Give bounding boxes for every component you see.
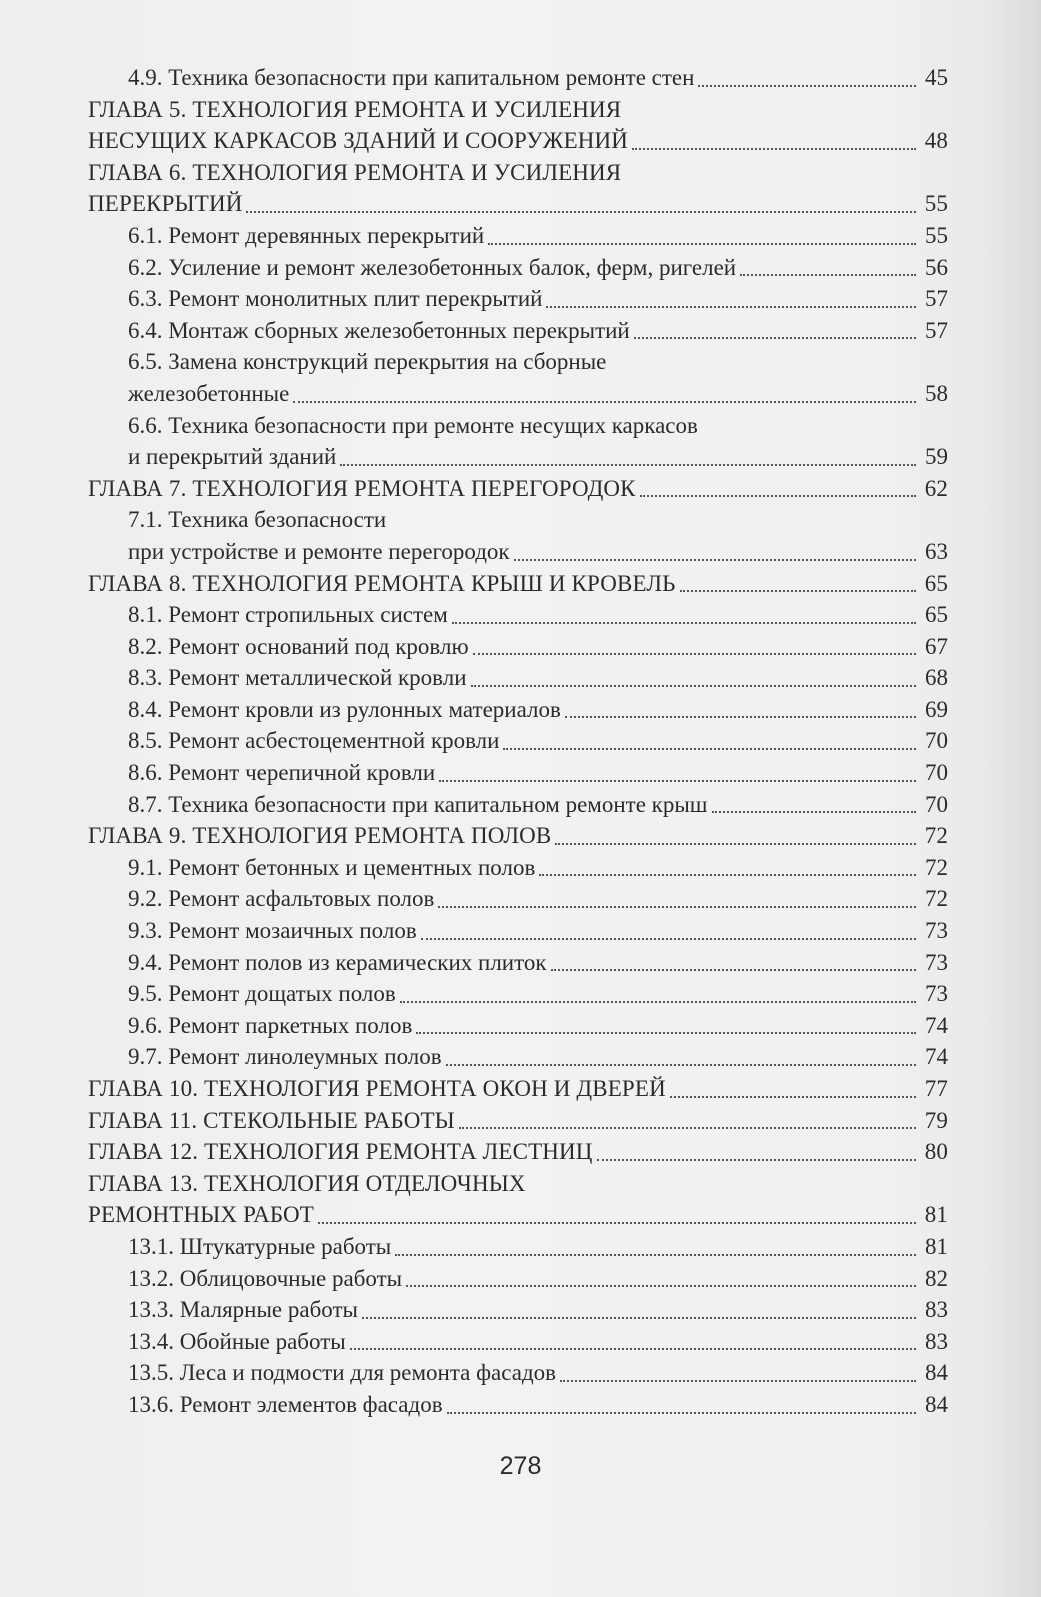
toc-section <box>88 978 948 1010</box>
page-number: 278 <box>499 1452 542 1480</box>
toc-chapter <box>88 1105 948 1137</box>
toc-section <box>88 725 948 757</box>
dot-leader <box>514 558 916 561</box>
toc-chapter <box>88 1073 948 1105</box>
dot-leader <box>670 1095 916 1098</box>
toc-entry-page: 77 <box>924 1076 948 1101</box>
toc-entry-page: 59 <box>925 444 948 470</box>
dot-leader <box>680 589 916 592</box>
toc-section <box>88 694 948 726</box>
dot-leader <box>555 842 916 845</box>
dot-leader <box>740 273 916 276</box>
toc-entry-title: 6.1. Ремонт деревянных перекрытий <box>128 222 485 248</box>
toc-section <box>88 410 948 442</box>
toc-entry-title: ГЛАВА 7. ТЕХНОЛОГИЯ РЕМОНТА ПЕРЕГОРОДОК <box>88 475 636 501</box>
dot-leader <box>471 684 916 687</box>
dot-leader <box>565 715 916 718</box>
toc-entry-page: 62 <box>924 475 948 501</box>
toc-entry-page: 72 <box>924 823 948 849</box>
toc-entry-page: 57 <box>925 317 948 343</box>
toc-entry-title: ГЛАВА 9. ТЕХНОЛОГИЯ РЕМОНТА ПОЛОВ <box>88 823 552 849</box>
dot-leader <box>439 779 916 782</box>
toc-entry-title: 4.9. Техника безопасности при капитальном ремонте стен <box>128 65 695 90</box>
toc-section <box>88 1263 948 1295</box>
toc-entry-title: железобетонные <box>128 380 290 406</box>
dot-leader <box>452 621 916 624</box>
toc-entry-page: 55 <box>925 222 948 248</box>
dot-leader <box>438 905 916 908</box>
toc-section <box>88 62 948 94</box>
toc-entry-title: 9.6. Ремонт паркетных полов <box>128 1012 413 1038</box>
toc-entry-page: 55 <box>924 191 948 217</box>
toc-entry-page: 84 <box>925 1360 948 1386</box>
toc-entry-page: 63 <box>925 538 948 564</box>
toc-entry-page: 65 <box>925 602 948 628</box>
toc-section <box>88 1294 948 1326</box>
toc-section <box>88 1041 948 1073</box>
toc-chapter <box>88 568 948 600</box>
toc-section-continuation <box>88 441 948 473</box>
toc-section-continuation <box>88 536 948 568</box>
toc-entry-title: 13.6. Ремонт элементов фасадов <box>128 1391 443 1417</box>
dot-leader <box>459 1126 916 1129</box>
toc-entry-title: 8.1. Ремонт стропильных систем <box>128 602 448 628</box>
dot-leader <box>293 400 916 403</box>
toc-entry-title: 8.5. Ремонт асбестоцементной кровли <box>128 728 500 754</box>
toc-entry-page: 72 <box>925 886 948 912</box>
toc-entry-title: 6.5. Замена конструкций перекрытия на сборные <box>128 349 607 375</box>
toc-entry-title: 9.1. Ремонт бетонных и цементных полов <box>128 854 536 880</box>
toc-entry-page: 81 <box>925 1233 948 1259</box>
dot-leader <box>488 242 916 245</box>
toc-chapter-continuation <box>88 1199 948 1231</box>
toc-entry-page: 70 <box>925 791 948 817</box>
toc-section-continuation <box>88 378 948 410</box>
toc-entry-page: 80 <box>924 1139 948 1165</box>
toc-entry-title: ГЛАВА 8. ТЕХНОЛОГИЯ РЕМОНТА КРЫШ И КРОВЕЛЬ <box>88 570 676 596</box>
dot-leader <box>318 1221 916 1224</box>
toc-entry-page: 56 <box>925 254 948 280</box>
toc-entry-title: ГЛАВА 6. ТЕХНОЛОГИЯ РЕМОНТА И УСИЛЕНИЯ <box>88 159 622 185</box>
dot-leader <box>421 937 916 940</box>
toc-entry-page: 72 <box>925 854 948 880</box>
toc-entry-page: 82 <box>925 1265 948 1291</box>
toc-entry-title: ГЛАВА 12. ТЕХНОЛОГИЯ РЕМОНТА ЛЕСТНИЦ <box>88 1139 593 1165</box>
dot-leader <box>712 810 916 813</box>
dot-leader <box>416 1031 916 1034</box>
toc-entry-page: 45 <box>925 65 948 90</box>
toc-entry-title: 13.3. Малярные работы <box>128 1297 358 1323</box>
toc-section <box>88 220 948 252</box>
toc-entry-title: 13.4. Обойные работы <box>128 1328 346 1354</box>
toc-entry-page: 68 <box>925 665 948 691</box>
toc-entry-page: 48 <box>924 128 948 154</box>
toc-entry-title: 8.3. Ремонт металлической кровли <box>128 665 467 691</box>
dot-leader <box>546 305 916 308</box>
toc-entry-page: 79 <box>924 1107 948 1133</box>
toc-entry-page: 70 <box>925 728 948 754</box>
dot-leader <box>446 1063 916 1066</box>
toc-section <box>88 283 948 315</box>
toc-entry-page: 67 <box>925 633 948 659</box>
toc-section <box>88 315 948 347</box>
toc-chapter <box>88 820 948 852</box>
toc-entry-title: 9.4. Ремонт полов из керамических плиток <box>128 949 547 975</box>
toc-entry-title: 13.5. Леса и подмости для ремонта фасадов <box>128 1360 557 1386</box>
toc-entry-title: 8.2. Ремонт оснований под кровлю <box>128 633 469 659</box>
toc-section <box>88 1326 948 1358</box>
toc-entry-page: 81 <box>924 1202 948 1228</box>
toc-chapter <box>88 1168 948 1200</box>
table-of-contents <box>88 62 948 1421</box>
dot-leader <box>362 1316 916 1319</box>
toc-entry-title: ГЛАВА 11. СТЕКОЛЬНЫЕ РАБОТЫ <box>88 1107 455 1133</box>
toc-entry-title: ГЛАВА 13. ТЕХНОЛОГИЯ ОТДЕЛОЧНЫХ <box>88 1170 526 1196</box>
toc-entry-page: 73 <box>925 918 948 944</box>
toc-section <box>88 757 948 789</box>
dot-leader <box>406 1284 916 1287</box>
toc-entry-title: 6.3. Ремонт монолитных плит перекрытий <box>128 286 543 312</box>
toc-entry-page: 73 <box>925 949 948 975</box>
toc-entry-title: ГЛАВА 10. ТЕХНОЛОГИЯ РЕМОНТА ОКОН И ДВЕРЕЙ <box>88 1076 666 1101</box>
toc-entry-title: ГЛАВА 5. ТЕХНОЛОГИЯ РЕМОНТА И УСИЛЕНИЯ <box>88 96 622 122</box>
toc-section <box>88 1010 948 1042</box>
toc-section <box>88 1357 948 1389</box>
dot-leader <box>395 1253 916 1256</box>
toc-entry-title: и перекрытий зданий <box>128 444 337 470</box>
toc-entry-title: 6.6. Техника безопасности при ремонте несущих каркасов <box>128 412 698 438</box>
dot-leader <box>640 494 916 497</box>
toc-entry-title: 8.6. Ремонт черепичной кровли <box>128 760 436 786</box>
toc-entry-page: 73 <box>925 981 948 1007</box>
toc-entry-page: 58 <box>925 380 948 406</box>
toc-entry-title: 9.7. Ремонт линолеумных полов <box>128 1044 442 1070</box>
toc-entry-title: ПЕРЕКРЫТИЙ <box>88 191 243 217</box>
dot-leader <box>447 1411 916 1414</box>
toc-chapter <box>88 157 948 189</box>
dot-leader <box>473 652 916 655</box>
toc-section <box>88 1231 948 1263</box>
dot-leader <box>400 1000 916 1003</box>
toc-chapter <box>88 1136 948 1168</box>
toc-entry-title: НЕСУЩИХ КАРКАСОВ ЗДАНИЙ И СООРУЖЕНИЙ <box>88 128 629 154</box>
dot-leader <box>597 1158 916 1161</box>
toc-section <box>88 504 948 536</box>
toc-section <box>88 662 948 694</box>
dot-leader <box>560 1379 916 1382</box>
toc-section <box>88 852 948 884</box>
toc-section <box>88 346 948 378</box>
toc-entry-title: 13.1. Штукатурные работы <box>128 1233 392 1259</box>
toc-entry-page: 57 <box>925 286 948 312</box>
toc-entry-page: 83 <box>925 1297 948 1323</box>
toc-entry-title: 9.3. Ремонт мозаичных полов <box>128 918 417 944</box>
toc-section <box>88 252 948 284</box>
dot-leader <box>632 147 916 150</box>
toc-entry-title: при устройстве и ремонте перегородок <box>128 538 510 564</box>
toc-section <box>88 599 948 631</box>
toc-section <box>88 631 948 663</box>
toc-entry-page: 83 <box>925 1328 948 1354</box>
toc-entry-page: 65 <box>924 570 948 596</box>
dot-leader <box>698 84 916 87</box>
toc-chapter <box>88 94 948 126</box>
dot-leader <box>350 1347 916 1350</box>
dot-leader <box>503 747 916 750</box>
toc-section <box>88 947 948 979</box>
toc-entry-title: 6.4. Монтаж сборных железобетонных перекрытий <box>128 317 630 343</box>
toc-entry-title: 8.7. Техника безопасности при капитальном ремонте крыш <box>128 791 708 817</box>
toc-entry-page: 70 <box>925 760 948 786</box>
toc-section <box>88 1389 948 1421</box>
toc-chapter-continuation <box>88 125 948 157</box>
dot-leader <box>340 463 916 466</box>
dot-leader <box>551 968 916 971</box>
toc-entry-page: 84 <box>925 1391 948 1417</box>
toc-entry-title: РЕМОНТНЫХ РАБОТ <box>88 1202 315 1228</box>
toc-entry-title: 9.2. Ремонт асфальтовых полов <box>128 886 435 912</box>
toc-entry-title: 6.2. Усиление и ремонт железобетонных балок, ферм, ригелей <box>128 254 737 280</box>
dot-leader <box>246 210 916 213</box>
toc-entry-title: 9.5. Ремонт дощатых полов <box>128 981 396 1007</box>
toc-entry-page: 74 <box>925 1044 948 1070</box>
toc-entry-page: 69 <box>925 696 948 722</box>
dot-leader <box>634 336 916 339</box>
dot-leader <box>539 873 916 876</box>
toc-section <box>88 915 948 947</box>
toc-entry-title: 8.4. Ремонт кровли из рулонных материалов <box>128 696 561 722</box>
toc-chapter-continuation <box>88 188 948 220</box>
toc-entry-title: 7.1. Техника безопасности <box>128 507 387 533</box>
page-edge-shadow <box>981 0 1041 1597</box>
toc-chapter <box>88 473 948 505</box>
toc-entry-title: 13.2. Облицовочные работы <box>128 1265 403 1291</box>
toc-section <box>88 789 948 821</box>
toc-section <box>88 883 948 915</box>
toc-entry-page: 74 <box>925 1012 948 1038</box>
